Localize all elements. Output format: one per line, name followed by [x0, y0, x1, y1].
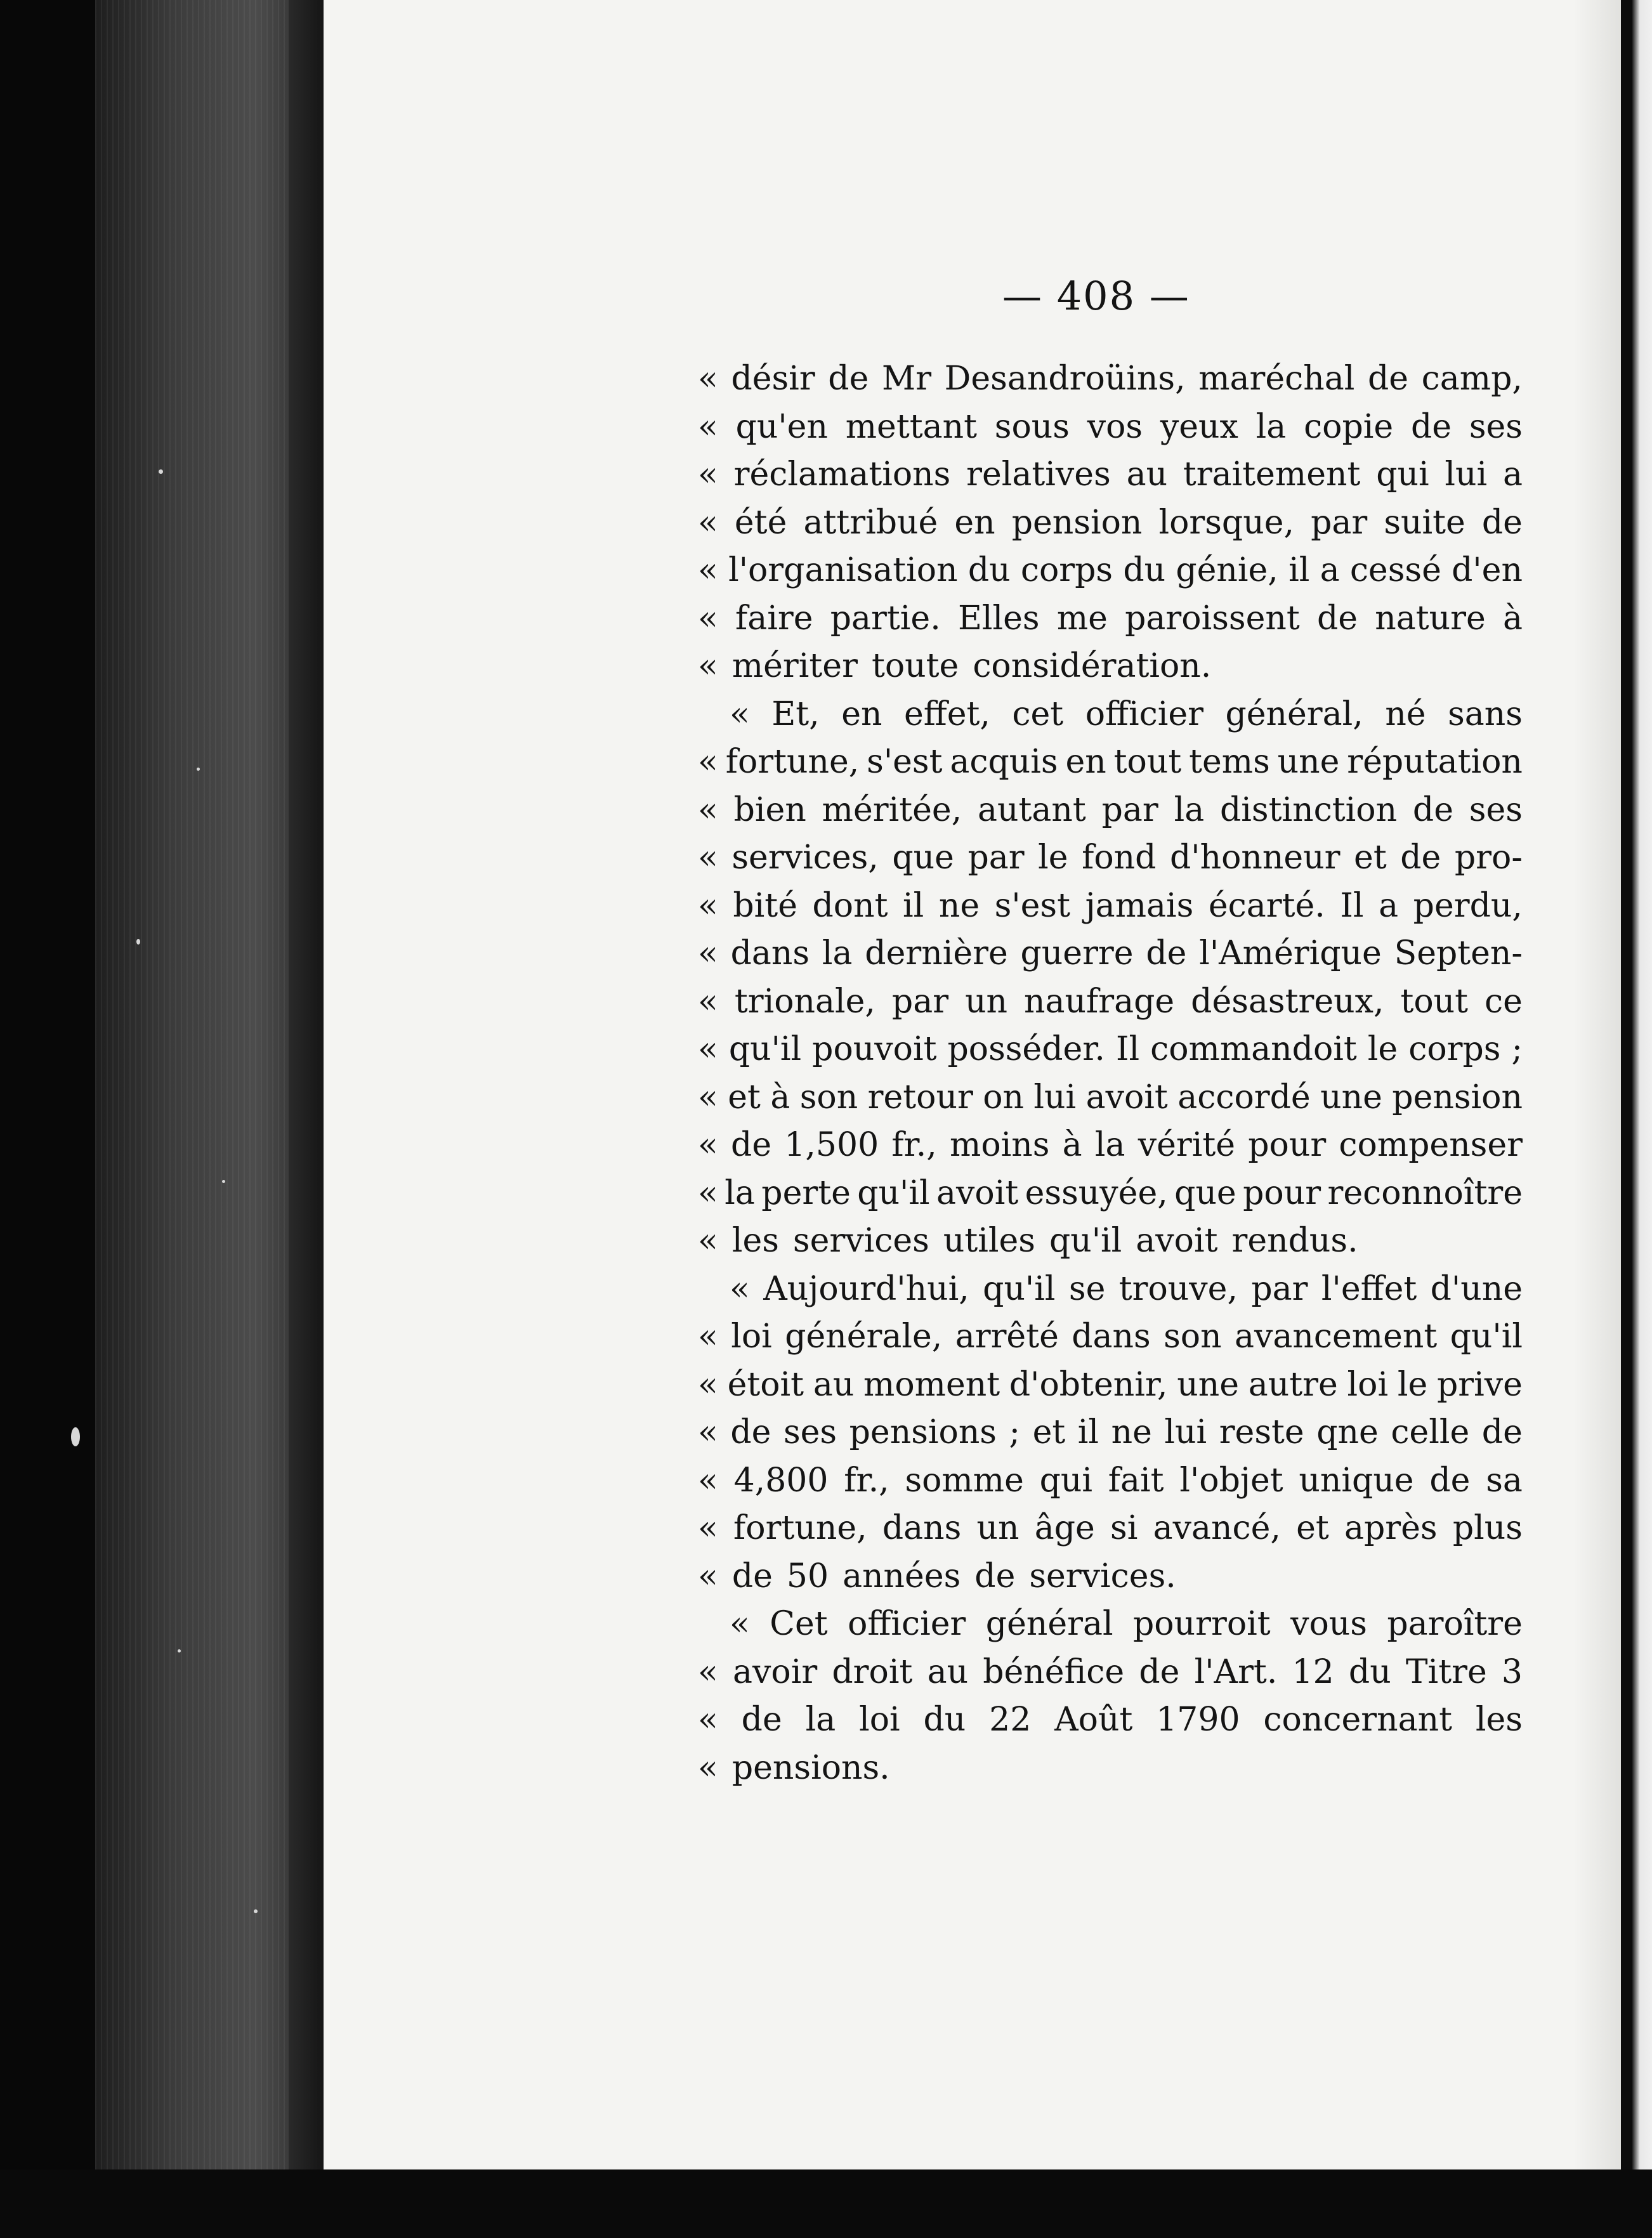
- dust-speck: [197, 768, 200, 771]
- text-line: « pensions.: [698, 1748, 890, 1787]
- text-line: « étoit au moment d'obtenir, une autre loi le prive: [698, 1365, 1523, 1404]
- dust-speck: [136, 939, 140, 945]
- text-line: « loi générale, arrêté dans son avancement qu'il: [698, 1318, 1523, 1356]
- text-line: « qu'il pouvoit posséder. Il commandoit le corps ;: [698, 1030, 1523, 1068]
- film-margin-bottom: [0, 2169, 1652, 2238]
- text-line: « fortune, s'est acquis en tout tems une réputation: [698, 743, 1523, 781]
- film-margin-left: [0, 0, 95, 2238]
- dust-speck: [71, 1427, 80, 1446]
- text-line: « la perte qu'il avoit essuyée, que pour reconnoître: [698, 1174, 1523, 1212]
- text-line: « fortune, dans un âge si avancé, et après plus: [698, 1509, 1523, 1547]
- text-line: « avoir droit au bénéfice de l'Art. 12 du Titre 3: [698, 1652, 1523, 1691]
- text-line: « bien méritée, autant par la distinction de ses: [698, 790, 1523, 829]
- text-line: « de 1,500 fr., moins à la vérité pour compenser: [698, 1126, 1523, 1164]
- text-line: « qu'en mettant sous vos yeux la copie de ses: [698, 407, 1523, 446]
- text-line: « bité dont il ne s'est jamais écarté. Il a perdu,: [698, 886, 1523, 925]
- next-page-edge: [1632, 0, 1652, 2238]
- text-line: « 4,800 fr., somme qui fait l'objet unique de sa: [698, 1461, 1523, 1500]
- page-gutter-shade: [1573, 0, 1621, 2169]
- dust-speck: [222, 1180, 225, 1183]
- text-line: « dans la dernière guerre de l'Amérique Septen-: [698, 934, 1523, 972]
- text-line: « les services utiles qu'il avoit rendus.: [698, 1222, 1358, 1260]
- text-line: « été attribué en pension lorsque, par suite de: [698, 503, 1523, 542]
- body-text: [698, 355, 1523, 1792]
- text-line: « mériter toute considération.: [698, 647, 1212, 685]
- text-line: « de 50 années de services.: [698, 1557, 1176, 1595]
- text-line: « de ses pensions ; et il ne lui reste qne celle de: [698, 1413, 1523, 1451]
- text-line: « et à son retour on lui avoit accordé une pension: [698, 1078, 1523, 1116]
- text-line: « Cet officier général pourroit vous paroître: [730, 1605, 1523, 1643]
- text-line: « trionale, par un naufrage désastreux, tout ce: [698, 982, 1523, 1021]
- text-line: « l'organisation du corps du génie, il a cessé d'en: [698, 551, 1523, 589]
- text-line: « Et, en effet, cet officier général, né sans: [730, 695, 1523, 733]
- dust-speck: [178, 1649, 181, 1652]
- spine-shadow: [289, 0, 324, 2238]
- text-line: « Aujourd'hui, qu'il se trouve, par l'effet d'une: [730, 1269, 1523, 1308]
- dust-speck: [254, 1909, 258, 1913]
- text-line: « services, que par le fond d'honneur et de pro-: [698, 839, 1523, 877]
- page-number: — 408 —: [1002, 273, 1190, 319]
- text-line: « désir de Mr Desandroüins, maréchal de camp,: [698, 360, 1523, 398]
- text-line: « de la loi du 22 Août 1790 concernant les: [698, 1701, 1523, 1739]
- text-line: « réclamations relatives au traitement qui lui a: [698, 455, 1523, 494]
- text-line: « faire partie. Elles me paroissent de nature à: [698, 599, 1523, 638]
- dust-speck: [159, 469, 163, 474]
